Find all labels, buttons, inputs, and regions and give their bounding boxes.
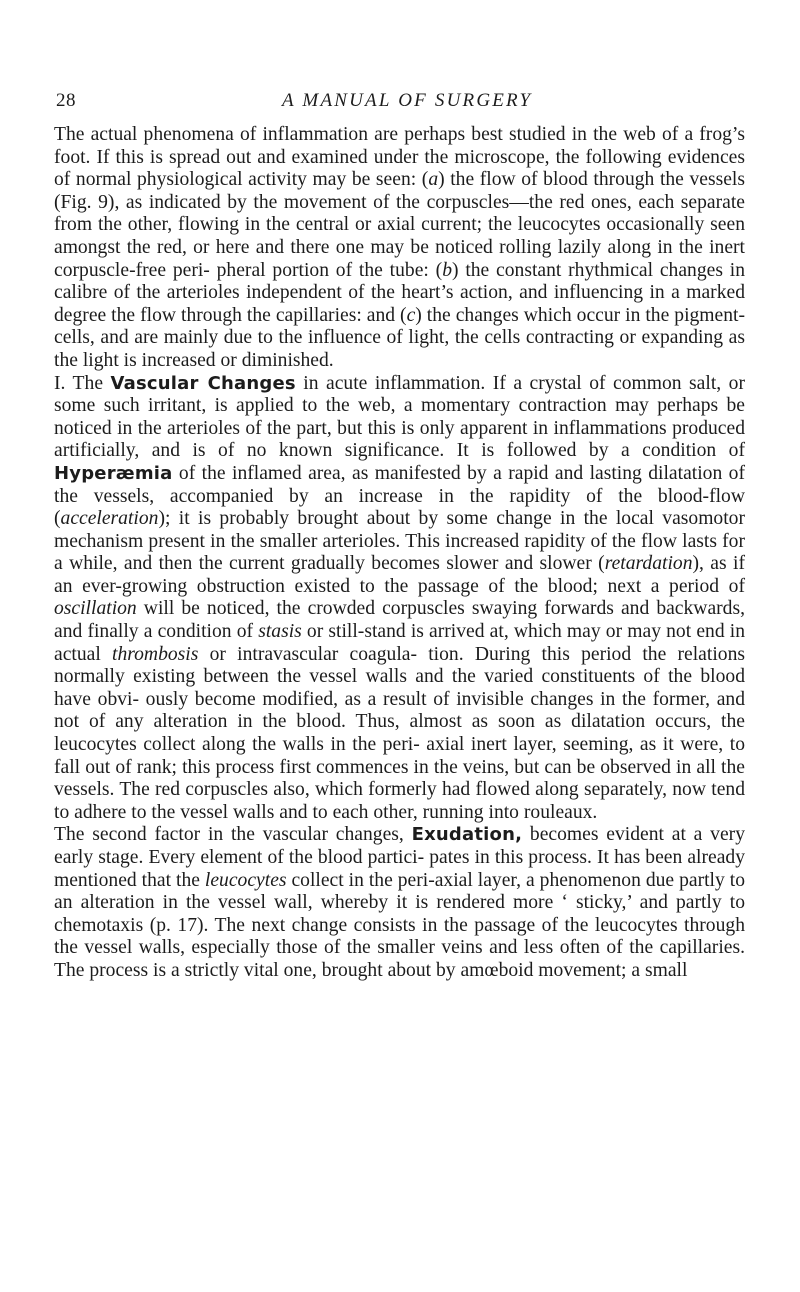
text-run: The actual phenomena of inflammation are perhaps best studied in the web of a frog’s foot. If this is spread out and examined under the microscope, the following evidences of normal physiological activity may be seen: ( (54, 124, 745, 191)
paragraph-exudation (54, 824, 745, 982)
text-run: ) the changes which occur in the pigment-cells, and are mainly due to the influence of light, the cells contracting or expanding as the light is increased or diminished. (54, 304, 746, 371)
bold-term: Vascular Changes (110, 372, 296, 394)
italic-run: thrombosis (112, 643, 199, 665)
paragraph-frog-web (54, 124, 745, 373)
text-run: The second factor in the vascular changes, (54, 824, 412, 846)
italic-run: b (442, 259, 452, 281)
bold-term: Hyperæmia (54, 462, 173, 484)
text-run: in acute inflammation. If a crystal of common salt, or some such irritant, is applied to the web, a momentary contraction may perhaps be noticed in the arterioles of the part, but this is only apparent in inflammations produced artificially, and is of no known significance. It is followed by a condition of (54, 372, 745, 462)
text-run: collect in the peri-axial layer, a phenomenon due partly to an alteration in the vessel wall, whereby it is rendered more ‘ sticky,’ and partly to chemotaxis (p. 17). The next change consists in the passage of the leucocytes through the vessel walls, especially those of the smaller veins and less often of the capillaries. The process is a strictly vital one, brought about by amœboid movement; a small (54, 869, 745, 981)
italic-run: leucocytes (204, 869, 287, 891)
italic-run: oscillation (54, 598, 137, 620)
body-text (54, 124, 745, 983)
text-run: becomes evident at a very early stage. Every element of the blood partici- pates in this process. It has been already mentioned that the (54, 824, 745, 891)
bold-term: Exudation, (411, 824, 523, 846)
text-run: ); it is probably brought about by some change in the local vasomotor mechanism present in the smaller arterioles. This increased rapidity of the flow lasts for a while, and then the current gradually becomes slower and slower ( (54, 508, 745, 575)
text-run: or still-stand is arrived at, which may or may not end in actual (54, 621, 745, 665)
italic-run: c (406, 304, 416, 326)
italic-run: acceleration (60, 508, 159, 530)
italic-run: retardation (604, 553, 693, 575)
text-run: I. The (54, 372, 111, 394)
italic-run: a (428, 169, 439, 191)
running-head (56, 90, 736, 116)
text-run: ) the flow of blood through the vessels (Fig. 9), as indicated by the movement of the corpuscles—the red ones, each separate from the other, flowing in the central or axial current; the leucocytes occasionally seen amongst the red, or here and there one may be noticed rolling lazily along in the inert corpuscle-free peri- pheral portion of the tube: ( (54, 169, 745, 281)
text-run: ) the constant rhythmical changes in calibre of the arterioles independent of the heart’s action, and influencing in a marked degree the flow through the capillaries: and ( (54, 259, 745, 326)
text-run: will be noticed, the crowded corpuscles swaying forwards and backwards, and finally a condition of (54, 598, 745, 643)
paragraph-vascular-changes (54, 373, 745, 825)
page-number: 28 (56, 90, 76, 111)
text-run: ), as if an ever-growing obstruction existed to the passage of the blood; next a period of (54, 553, 745, 597)
italic-run: stasis (258, 621, 302, 643)
text-run: or intravascular coagula- tion. During this period the relations normally existing between the vessel walls and the varied constituents of the blood have obvi- ously become modified, as a result of invisible changes in the former, and not of any alteration in the blood. Thus, almost as soon as dilatation occurs, the leucocytes collect along the walls in the peri- axial inert layer, seeming, as it were, to fall out of rank; this process first commences in the veins, but can be observed in all the vessels. The red corpuscles also, which formerly had flowed along separately, now tend to adhere to the vessel walls and to each other, running into rouleaux. (54, 643, 745, 823)
text-run: of the inflamed area, as manifested by a rapid and lasting dilatation of the vessels, accompanied by an increase in the rapidity of the blood-flow ( (54, 462, 745, 530)
book-title: A MANUAL OF SURGERY (282, 90, 533, 111)
